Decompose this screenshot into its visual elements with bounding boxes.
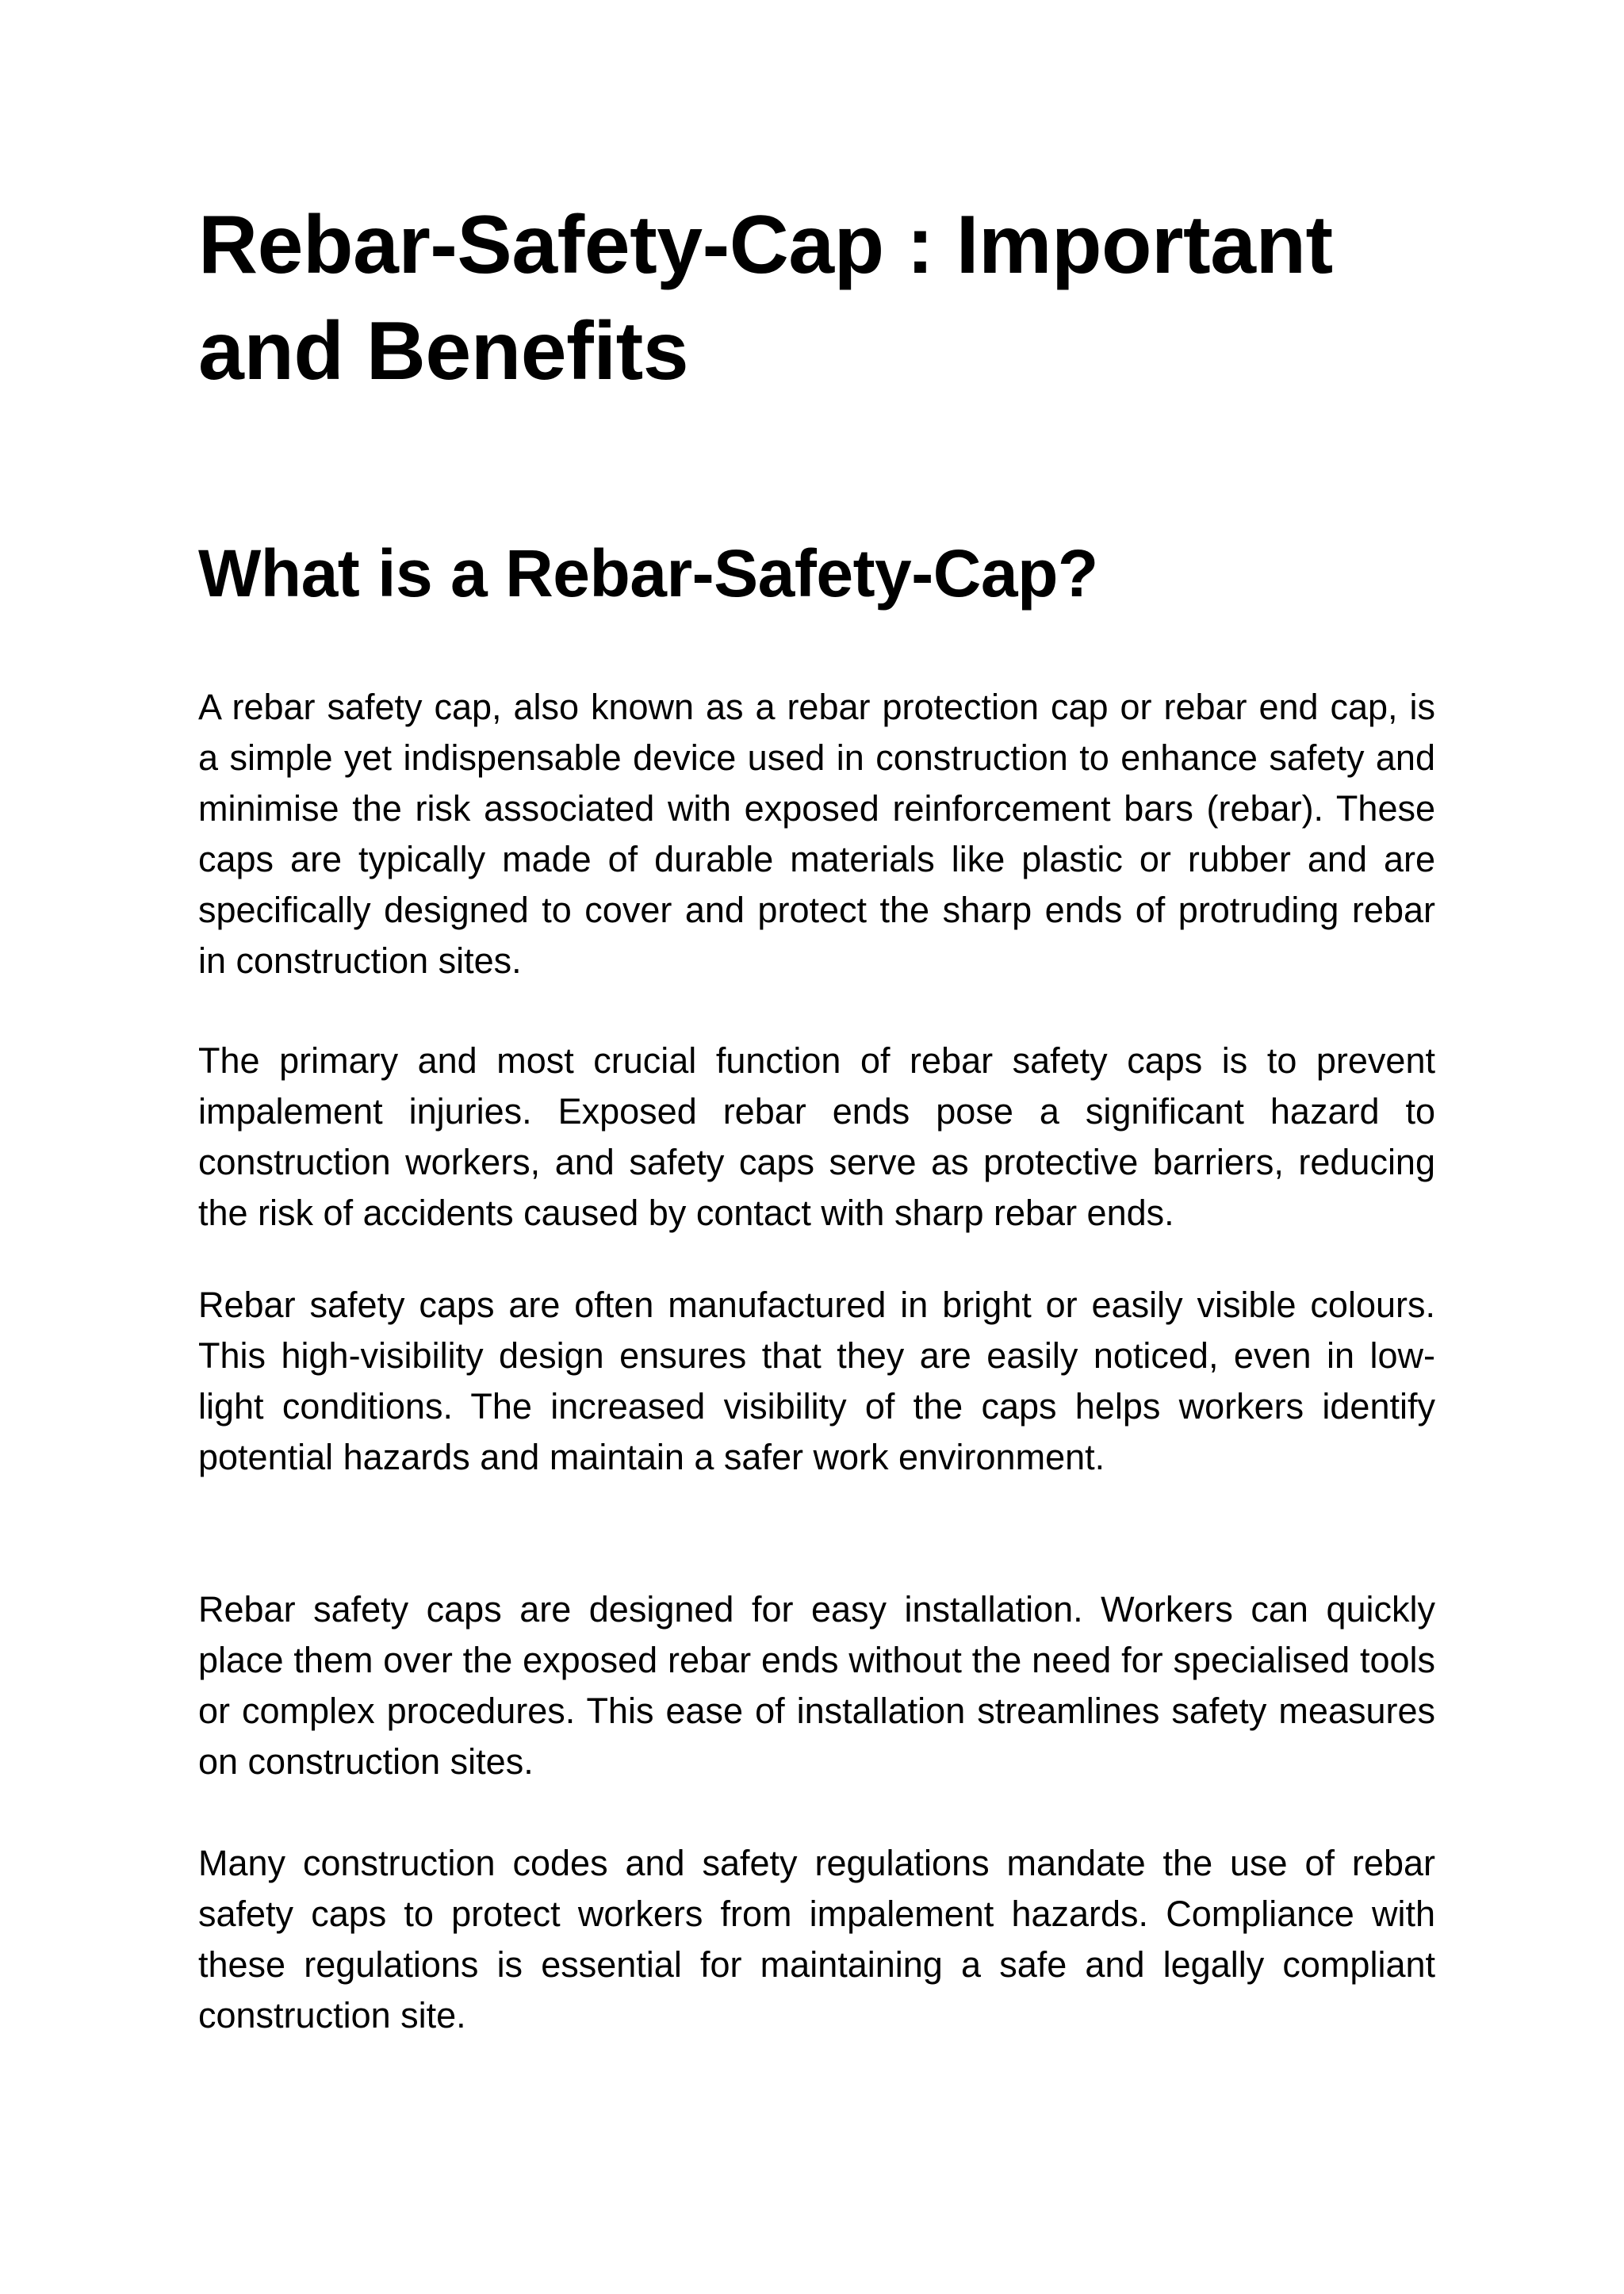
paragraph-high-visibility: Rebar safety caps are often manufactured in bright or easily visible colours. This high-visibility design ensures that they are easily noticed, even in low-light conditions. The increased visibility of the caps helps workers identify potential hazards and maintain a safer work environment. xyxy=(198,1285,1435,1477)
paragraph-impalement-prevention: The primary and most crucial function of rebar safety caps is to prevent impalement injuries. Exposed rebar ends pose a significant hazard to construction workers, and safety caps serve as protective barriers, reducing the risk of accidents caused by contact with sharp rebar ends. xyxy=(198,1040,1435,1233)
document-title: Rebar-Safety-Cap : Important and Benefits xyxy=(198,199,1333,397)
paragraph-easy-installation: Rebar safety caps are designed for easy installation. Workers can quickly place them over the exposed rebar ends without the need for specialised tools or complex procedures. This ease of installation streamlines safety measures on construction sites. xyxy=(198,1589,1435,1782)
section-heading: What is a Rebar-Safety-Cap? xyxy=(198,536,1098,611)
paragraph-regulations: Many construction codes and safety regulations mandate the use of rebar safety caps to protect workers from impalement hazards. Compliance with these regulations is essential for maintaining a safe and legally compliant construction site. xyxy=(198,1843,1435,2035)
paragraph-definition: A rebar safety cap, also known as a rebar protection cap or rebar end cap, is a simple yet indispensable device used in construction to enhance safety and minimise the risk associated with exposed reinforcement bars (rebar). These caps are typically made of durable materials like plastic or rubber and are specifically designed to cover and protect the sharp ends of protruding rebar in construction sites. xyxy=(198,687,1435,981)
